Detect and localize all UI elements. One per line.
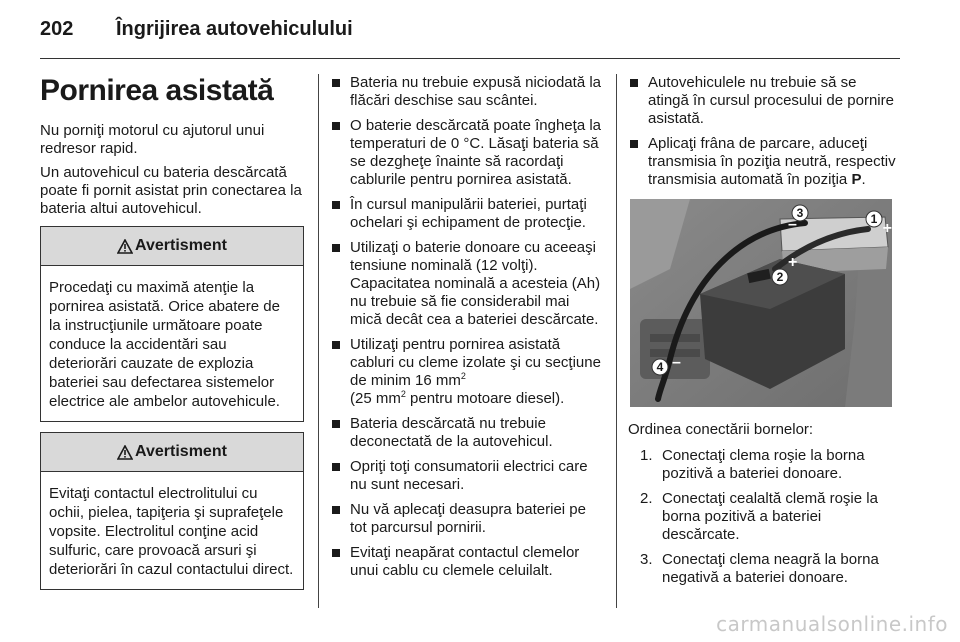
- bullet-square-icon: [332, 549, 340, 557]
- intro-paragraph-2: Un autovehicul cu bateria descărcată poate fi pornit asistat prin conectarea la bateria altui autovehicul.: [40, 164, 302, 217]
- bullet-square-icon: [332, 420, 340, 428]
- svg-text:+: +: [882, 220, 892, 237]
- list-item: Bateria nu trebuie expusă niciodată la flăcări deschise sau scântei.: [330, 74, 602, 110]
- list-item: Utilizaţi o baterie donoare cu aceeaşi tensiune nominală (12 volţi). Capacitatea nominală a acesteia (Ah) nu trebuie să fie considerabil mai mică decât cea a bateriei descărcate.: [330, 239, 602, 329]
- list-item: Opriţi toţi consumatorii electrici care nu sunt necesari.: [330, 458, 602, 494]
- chapter-title: Îngrijirea autovehiculului: [116, 18, 353, 40]
- list-item: Nu vă aplecaţi deasupra bateriei pe tot parcursul pornirii.: [330, 501, 602, 537]
- bullet-square-icon: [332, 201, 340, 209]
- list-item: Aplicaţi frâna de parcare, aduceţi transmisia în poziţia neutră, respectiv transmisia automată în poziţia P.: [628, 135, 900, 189]
- page-number: 202: [40, 18, 74, 40]
- svg-text:2: 2: [776, 270, 784, 284]
- order-heading: Ordinea conectării bornelor:: [628, 421, 814, 438]
- column-divider: [318, 74, 319, 608]
- connection-steps: [628, 447, 900, 587]
- page-header: [40, 18, 910, 52]
- step-item: 3. Conectaţi clema neagră la borna negativă a bateriei donoare.: [640, 551, 879, 586]
- watermark: carmanualsonline.info: [716, 612, 948, 636]
- precautions-list-cont: [628, 74, 900, 189]
- list-item: Bateria descărcată nu trebuie deconectată de la autovehicul.: [330, 415, 602, 451]
- engine-bay-jump-start-photo: [630, 199, 892, 407]
- warning-title: Avertisment: [135, 237, 227, 254]
- header-rule: [40, 58, 900, 59]
- warning-header: [41, 433, 303, 472]
- section-title: Pornirea asistată: [40, 74, 274, 107]
- bullet-square-icon: [630, 140, 638, 148]
- warning-text: Evitaţi contactul electrolitului cu ochii, pielea, tapiţeria şi suprafeţele vopsite. Electrolitul conţine acid sulfuric, care provoacă arsuri şi deteriorări în cazul contactului direct.: [49, 485, 294, 578]
- bullet-square-icon: [332, 463, 340, 471]
- list-item: O baterie descărcată poate îngheţa la temperaturi de 0 °C. Lăsaţi bateria să se dezgheţe înainte să racordaţi cablurile pentru pornirea asistată.: [330, 117, 602, 189]
- bullet-square-icon: [332, 341, 340, 349]
- warning-box-2: [40, 432, 304, 590]
- svg-text:–: –: [672, 354, 681, 371]
- intro-paragraph-1: Nu porniţi motorul cu ajutorul unui redresor rapid.: [40, 122, 265, 157]
- bullet-square-icon: [332, 244, 340, 252]
- list-item: Autovehiculele nu trebuie să se atingă în cursul procesului de pornire asistată.: [628, 74, 900, 128]
- warning-text: Procedaţi cu maximă atenţie la pornirea asistată. Orice abatere de la instrucţiunile următoare poate conduce la accidentări sau deteriorări cauzate de explozia bateriei sau defectarea sistemelor electrice ale ambelor autovehicule.: [49, 279, 280, 410]
- step-item: 2. Conectaţi cealaltă clemă roşie la borna pozitivă a bateriei descărcate.: [640, 490, 878, 543]
- svg-text:1: 1: [870, 212, 878, 226]
- precautions-list: [330, 74, 602, 580]
- svg-text:4: 4: [656, 360, 664, 374]
- svg-text:3: 3: [796, 206, 804, 220]
- svg-text:–: –: [788, 216, 797, 233]
- list-item: Evitaţi neapărat contactul clemelor unui cablu cu clemele celuilalt.: [330, 544, 602, 580]
- list-item: În cursul manipulării bateriei, purtaţi ochelari şi echipament de protecţie.: [330, 196, 602, 232]
- warning-title: Avertisment: [135, 443, 227, 460]
- bullet-square-icon: [332, 79, 340, 87]
- column-3: [628, 74, 900, 594]
- column-2: [330, 74, 602, 587]
- bullet-square-icon: [630, 79, 638, 87]
- warning-box-1: [40, 226, 304, 422]
- bullet-square-icon: [332, 122, 340, 130]
- warning-triangle-icon: [117, 239, 133, 254]
- step-item: 1. Conectaţi clema roşie la borna pozitivă a bateriei donoare.: [640, 447, 865, 482]
- column-1: [40, 74, 304, 600]
- list-item: Utilizaţi pentru pornirea asistată cabluri cu cleme izolate şi cu secţiune de minim 16 $mm^2$ (25 $mm^2$ pentru motoare diesel).: [330, 336, 602, 408]
- warning-header: [41, 227, 303, 266]
- column-divider: [616, 74, 617, 608]
- svg-text:+: +: [788, 254, 798, 271]
- bullet-square-icon: [332, 506, 340, 514]
- warning-triangle-icon: [117, 445, 133, 460]
